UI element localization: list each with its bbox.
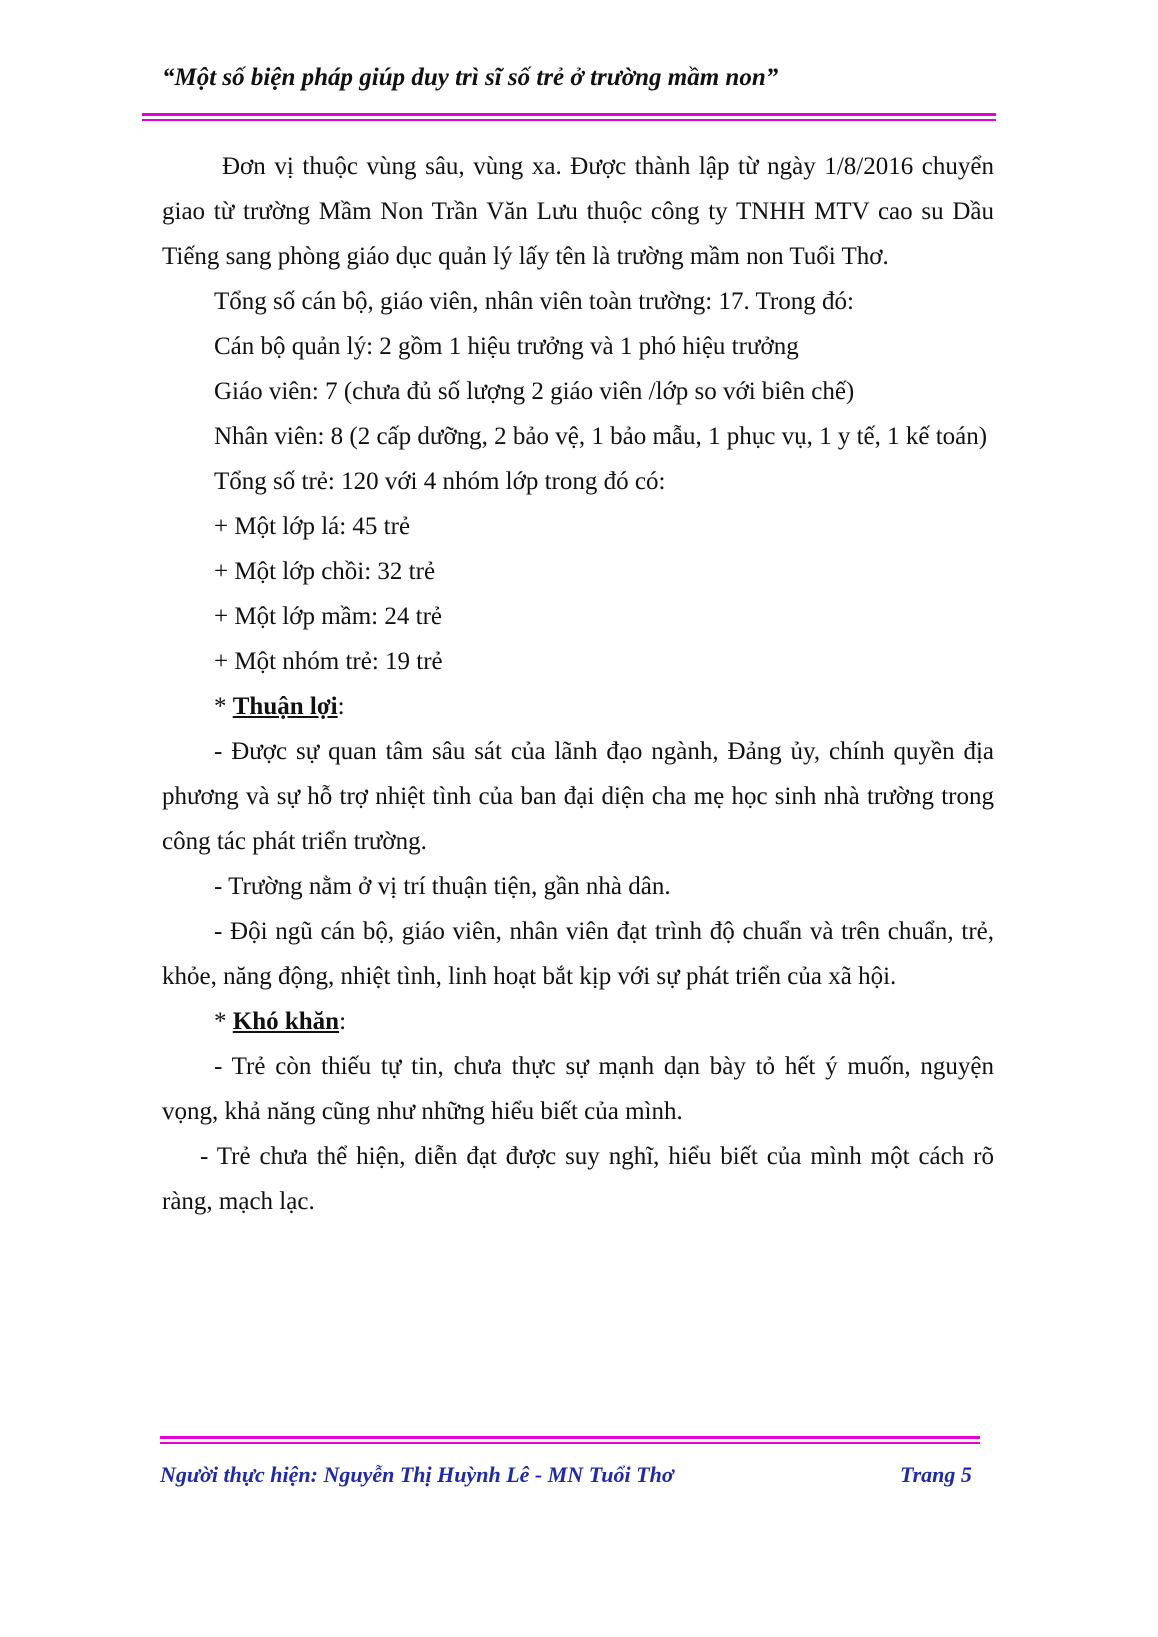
advantages-colon: : [337,693,345,720]
teachers-line: Giáo viên: 7 (chưa đủ số lượng 2 giáo viên /lớp so với biên chế) [214,378,855,405]
class-item: + Một lớp chồi: 32 trẻ [214,558,436,585]
advantages-heading: Thuận lợi [232,693,338,720]
header-rule-bottom [142,119,996,121]
page-number: Trang 5 [900,1462,972,1487]
advantage-item: - Đội ngũ cán bộ, giáo viên, nhân viên đạt trình độ chuẩn và trên chuẩn, trẻ, khỏe, năng động, nhiệt tình, linh hoạt bắt kịp với sự phát triển của xã hội. [162,918,994,990]
class-item: + Một lớp mầm: 24 trẻ [214,603,442,630]
managers-line: Cán bộ quản lý: 2 gồm 1 hiệu trưởng và 1 phó hiệu trưởng [214,333,799,360]
advantages-bullet: * [214,693,233,720]
employees-line: Nhân viên: 8 (2 cấp dưỡng, 2 bảo vệ, 1 bảo mẫu, 1 phục vụ, 1 y tế, 1 kế toán) [214,423,988,450]
intro-paragraph: Đơn vị thuộc vùng sâu, vùng xa. Được thành lập từ ngày 1/8/2016 chuyển giao từ trường Mầm Non Trần Văn Lưu thuộc công ty TNHH MTV cao su Dầu Tiếng sang phòng giáo dục quản lý lấy tên là trường mầm non Tuổi Thơ. [162,153,994,270]
class-item: + Một nhóm trẻ: 19 trẻ [214,648,443,675]
footer-author: Người thực hiện: Nguyễn Thị Huỳnh Lê - MN Tuổi Thơ [160,1462,674,1487]
advantages-heading-line [162,684,994,729]
difficulty-item: - Trẻ chưa thể hiện, diễn đạt được suy nghĩ, hiểu biết của mình một cách rõ ràng, mạch lạc. [162,1143,994,1215]
header-rule-top [142,113,996,116]
class-item: + Một lớp lá: 45 trẻ [214,513,411,540]
difficulties-colon: : [339,1008,347,1035]
advantage-item: - Được sự quan tâm sâu sát của lãnh đạo ngành, Đảng ủy, chính quyền địa phương và sự hỗ trợ nhiệt tình của ban đại diện cha mẹ học sinh nhà trường trong công tác phát triển trường. [162,738,994,855]
difficulties-bullet: * [214,1008,233,1035]
advantage-item: - Trường nằm ở vị trí thuận tiện, gần nhà dân. [214,873,671,900]
document-body [162,144,994,1224]
difficulties-heading-line [162,999,994,1044]
difficulty-item: - Trẻ còn thiếu tự tin, chưa thực sự mạnh dạn bày tỏ hết ý muốn, nguyện vọng, khả năng cũng như những hiểu biết của mình. [162,1053,994,1125]
staff-total: Tổng số cán bộ, giáo viên, nhân viên toàn trường: 17. Trong đó: [214,288,854,315]
footer-rule-bottom [160,1442,980,1444]
children-total: Tổng số trẻ: 120 với 4 nhóm lớp trong đó có: [214,468,666,495]
difficulties-heading: Khó khăn [232,1008,340,1035]
document-title: “Một số biện pháp giúp duy trì sĩ số trẻ ở trường mầm non” [162,64,779,91]
footer-rule-top [160,1436,980,1439]
